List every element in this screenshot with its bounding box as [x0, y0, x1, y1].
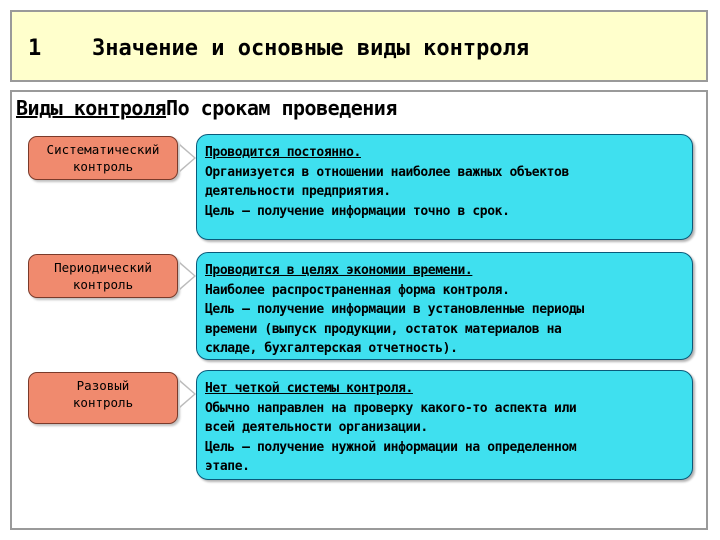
- type-label-one-time: [28, 372, 178, 424]
- slide-number: 1: [28, 36, 42, 61]
- type-label-line1: Систематический: [46, 142, 160, 157]
- type-label-line1: Разовый: [76, 378, 130, 393]
- slide-title: Значение и основные виды контроля: [92, 36, 530, 61]
- type-label-line2: контроль: [72, 277, 134, 292]
- type-label-line2: контроль: [72, 395, 134, 410]
- section-heading: [16, 96, 397, 120]
- desc-line: складе, бухгалтерская отчетность).: [205, 341, 458, 356]
- desc-line: Цель – получение информации точно в срок.: [205, 203, 510, 219]
- desc-periodic: [196, 252, 693, 360]
- desc-line: Проводится в целях экономии времени.: [205, 263, 473, 278]
- desc-line: деятельности предприятия.: [205, 184, 391, 199]
- desc-line: этапе.: [205, 459, 250, 474]
- desc-line: всей деятельности организации.: [205, 420, 428, 435]
- type-label-line2: контроль: [72, 159, 134, 174]
- type-label-line1: Периодический: [54, 260, 152, 275]
- desc-line: времени (выпуск продукции, остаток материалов на: [205, 321, 562, 337]
- arrow-right-icon: [180, 264, 194, 288]
- desc-line: Цель – получение информации в установленные периоды: [205, 302, 584, 317]
- desc-line: Обычно направлен на проверку какого-то аспекта или: [205, 400, 577, 416]
- desc-line: Цель – получение нужной информации на определенном: [205, 439, 577, 455]
- arrow-right-icon: [180, 146, 194, 170]
- desc-line: Нет четкой системы контроля.: [205, 381, 413, 396]
- section-heading-types: Виды контроля: [16, 96, 167, 120]
- section-heading-timing: По срокам проведения: [166, 96, 397, 120]
- desc-line: Наиболее распространенная форма контроля.: [205, 282, 510, 298]
- desc-systematic: [196, 134, 693, 240]
- type-label-periodic: [28, 254, 178, 298]
- arrow-right-icon: [180, 382, 194, 406]
- desc-one-time: [196, 370, 693, 480]
- desc-line: Организуется в отношении наиболее важных объектов: [205, 164, 569, 180]
- desc-line: Проводится постоянно.: [205, 145, 361, 160]
- type-label-systematic: [28, 136, 178, 180]
